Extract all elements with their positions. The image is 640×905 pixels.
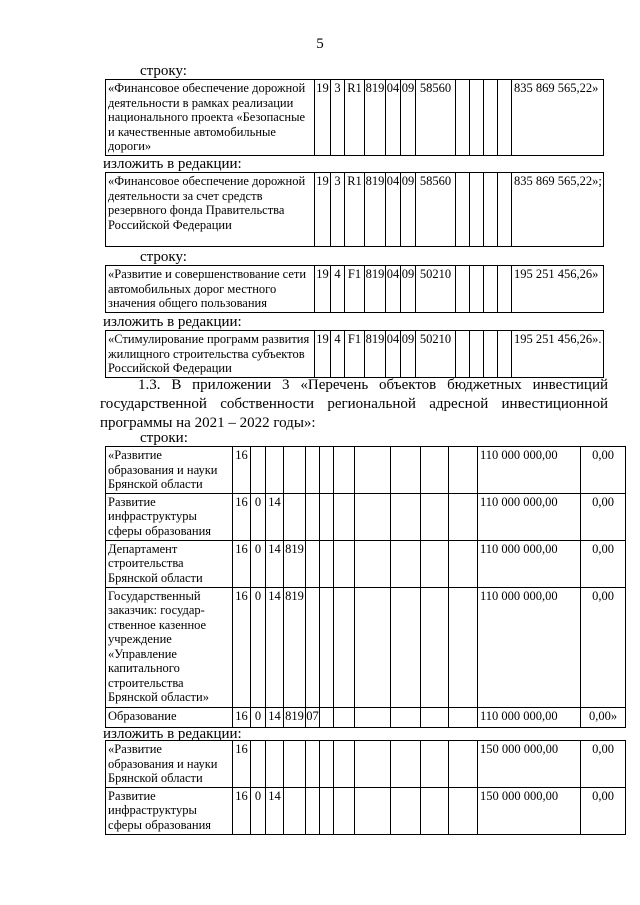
e4-name: Образование	[106, 707, 233, 727]
e4-c3: 14	[266, 707, 284, 727]
label-izlozhit-2: изложить в редакции:	[103, 314, 242, 330]
f0-amount: 150 000 000,00	[478, 741, 581, 788]
table-objects-old	[105, 446, 626, 728]
e4-x5	[421, 707, 449, 727]
table-row	[106, 707, 626, 727]
table-row	[106, 447, 626, 494]
paragraph-1-3-text: 1.3. В приложении 3 «Перечень объектов бюджетных инвестиций государственной собственности региональной адресной инвестиционной программы на 2021 – 2022 годы»:	[100, 377, 608, 431]
e1-name: Развитие инфраструктуры сферы образования	[106, 493, 233, 540]
paragraph-1-3	[100, 376, 608, 433]
row-d-c6: 09	[401, 331, 416, 378]
f1-c1: 16	[233, 787, 251, 834]
row-c-name: «Развитие и совершенствование сети автомобильных дорог местного значения общего пользования	[106, 266, 315, 313]
e4-c2: 0	[251, 707, 266, 727]
e0-c3	[266, 447, 284, 494]
row-c-c4: 819	[365, 266, 386, 313]
label-stroki-3: строки:	[140, 430, 188, 446]
e3-x2	[334, 587, 355, 707]
e0-amount: 110 000 000,00	[478, 447, 581, 494]
table-row-a	[105, 79, 604, 156]
f1-x5	[421, 787, 449, 834]
label-izlozhit-3: изложить в редакции:	[103, 726, 242, 742]
e2-amount2: 0,00	[581, 540, 626, 587]
f0-c5	[306, 741, 320, 788]
table-row	[106, 540, 626, 587]
f1-amount: 150 000 000,00	[478, 787, 581, 834]
row-a-c2: 3	[331, 80, 345, 156]
e0-c5	[306, 447, 320, 494]
row-b-name: «Финансовое обеспечение дорожной деятельности за счет средств резервного фонда Правительства Российской Федерации	[106, 173, 315, 247]
e1-x4	[391, 493, 421, 540]
e3-c4: 819	[284, 587, 306, 707]
row-b-c4: 819	[365, 173, 386, 247]
row-a-name: «Финансовое обеспечение дорожной деятельности в рамках реализации национального проекта «Безопасные и качественные автомобильные дороги»	[106, 80, 315, 156]
row-c-c3: F1	[345, 266, 365, 313]
e3-x6	[449, 587, 478, 707]
e2-c1: 16	[233, 540, 251, 587]
e2-x5	[421, 540, 449, 587]
e3-name: Государственный заказчик: государ-ственное казенное учреждение «Управление капитального строительства Брянской области»	[106, 587, 233, 707]
row-c-empty-1	[456, 266, 470, 313]
f0-x5	[421, 741, 449, 788]
f1-c4	[284, 787, 306, 834]
f0-c1: 16	[233, 741, 251, 788]
row-b-c7: 58560	[416, 173, 456, 247]
page-number: 5	[316, 36, 324, 52]
table-row	[106, 741, 626, 788]
e1-x2	[334, 493, 355, 540]
e2-x3	[355, 540, 391, 587]
row-a-empty-3	[484, 80, 498, 156]
e1-c1: 16	[233, 493, 251, 540]
e4-x3	[355, 707, 391, 727]
e0-x2	[334, 447, 355, 494]
e2-amount: 110 000 000,00	[478, 540, 581, 587]
row-d-empty-3	[484, 331, 498, 378]
e1-x6	[449, 493, 478, 540]
table-row	[106, 587, 626, 707]
f1-x1	[320, 787, 334, 834]
e3-amount2: 0,00	[581, 587, 626, 707]
f1-amount2: 0,00	[581, 787, 626, 834]
e3-x3	[355, 587, 391, 707]
table-objects-new	[105, 740, 626, 835]
e0-x1	[320, 447, 334, 494]
f0-c4	[284, 741, 306, 788]
e2-c3: 14	[266, 540, 284, 587]
e1-x3	[355, 493, 391, 540]
row-b-empty-3	[484, 173, 498, 247]
e2-x4	[391, 540, 421, 587]
e3-x4	[391, 587, 421, 707]
e3-amount: 110 000 000,00	[478, 587, 581, 707]
row-a-c4: 819	[365, 80, 386, 156]
e2-name: Департамент строительства Брянской области	[106, 540, 233, 587]
row-b-c3: R1	[345, 173, 365, 247]
e3-x1	[320, 587, 334, 707]
row-b-c1: 19	[315, 173, 331, 247]
f1-name: Развитие инфраструктуры сферы образования	[106, 787, 233, 834]
row-d-c3: F1	[345, 331, 365, 378]
f0-x3	[355, 741, 391, 788]
e2-c4: 819	[284, 540, 306, 587]
e4-x1	[320, 707, 334, 727]
row-c-c6: 09	[401, 266, 416, 313]
table-row	[106, 493, 626, 540]
row-b-c5: 04	[386, 173, 401, 247]
row-a-c3: R1	[345, 80, 365, 156]
row-a-c5: 04	[386, 80, 401, 156]
row-c-empty-3	[484, 266, 498, 313]
row-d-amount: 195 251 456,26».	[512, 331, 604, 378]
f0-c3	[266, 741, 284, 788]
f1-c5	[306, 787, 320, 834]
label-stroku-2: строку:	[140, 249, 187, 265]
table-row-c	[105, 265, 604, 313]
table-row	[106, 787, 626, 834]
row-d-c2: 4	[331, 331, 345, 378]
row-d-c4: 819	[365, 331, 386, 378]
f1-c3: 14	[266, 787, 284, 834]
e0-x3	[355, 447, 391, 494]
e1-amount2: 0,00	[581, 493, 626, 540]
e1-c5	[306, 493, 320, 540]
row-c-c2: 4	[331, 266, 345, 313]
f1-x6	[449, 787, 478, 834]
row-c-amount: 195 251 456,26»	[512, 266, 604, 313]
row-c-empty-4	[498, 266, 512, 313]
e2-c2: 0	[251, 540, 266, 587]
row-c-c7: 50210	[416, 266, 456, 313]
row-a-c1: 19	[315, 80, 331, 156]
e3-x5	[421, 587, 449, 707]
e0-name: «Развитие образования и науки Брянской области	[106, 447, 233, 494]
f1-c2: 0	[251, 787, 266, 834]
e1-amount: 110 000 000,00	[478, 493, 581, 540]
e0-x5	[421, 447, 449, 494]
f1-x4	[391, 787, 421, 834]
f0-x2	[334, 741, 355, 788]
f0-x1	[320, 741, 334, 788]
row-a-empty-4	[498, 80, 512, 156]
label-stroku-1: строку:	[140, 63, 187, 79]
row-b-c6: 09	[401, 173, 416, 247]
e0-amount2: 0,00	[581, 447, 626, 494]
row-a-c7: 58560	[416, 80, 456, 156]
label-izlozhit-1: изложить в редакции:	[103, 156, 242, 172]
row-d-c1: 19	[315, 331, 331, 378]
f1-x2	[334, 787, 355, 834]
e3-c3: 14	[266, 587, 284, 707]
row-d-name: «Стимулирование программ развития жилищного строительства субъектов Российской Федерации	[106, 331, 315, 378]
e4-amount2: 0,00»	[581, 707, 626, 727]
row-d-c7: 50210	[416, 331, 456, 378]
row-c-empty-2	[470, 266, 484, 313]
e3-c1: 16	[233, 587, 251, 707]
row-d-empty-2	[470, 331, 484, 378]
e0-c2	[251, 447, 266, 494]
e2-x1	[320, 540, 334, 587]
row-a-empty-2	[470, 80, 484, 156]
e1-x1	[320, 493, 334, 540]
e4-x2	[334, 707, 355, 727]
e4-x4	[391, 707, 421, 727]
f0-amount2: 0,00	[581, 741, 626, 788]
row-a-empty-1	[456, 80, 470, 156]
row-b-empty-1	[456, 173, 470, 247]
f1-x3	[355, 787, 391, 834]
row-d-c5: 04	[386, 331, 401, 378]
e4-c5: 07	[306, 707, 320, 727]
row-c-c1: 19	[315, 266, 331, 313]
row-a-amount: 835 869 565,22»	[512, 80, 604, 156]
row-d-empty-1	[456, 331, 470, 378]
row-c-c5: 04	[386, 266, 401, 313]
e3-c2: 0	[251, 587, 266, 707]
e1-c2: 0	[251, 493, 266, 540]
row-b-empty-2	[470, 173, 484, 247]
e4-x6	[449, 707, 478, 727]
e3-c5	[306, 587, 320, 707]
e1-c3: 14	[266, 493, 284, 540]
e2-c5	[306, 540, 320, 587]
row-b-c2: 3	[331, 173, 345, 247]
f0-name: «Развитие образования и науки Брянской области	[106, 741, 233, 788]
e0-x4	[391, 447, 421, 494]
f0-c2	[251, 741, 266, 788]
e4-c1: 16	[233, 707, 251, 727]
f0-x6	[449, 741, 478, 788]
row-d-empty-4	[498, 331, 512, 378]
e1-x5	[421, 493, 449, 540]
e4-c4: 819	[284, 707, 306, 727]
table-row-b	[105, 172, 604, 247]
table-row-d	[105, 330, 604, 378]
e1-c4	[284, 493, 306, 540]
e0-c1: 16	[233, 447, 251, 494]
e2-x6	[449, 540, 478, 587]
row-a-c6: 09	[401, 80, 416, 156]
e0-c4	[284, 447, 306, 494]
e0-x6	[449, 447, 478, 494]
row-b-amount: 835 869 565,22»;	[512, 173, 604, 247]
e4-amount: 110 000 000,00	[478, 707, 581, 727]
row-b-empty-4	[498, 173, 512, 247]
e2-x2	[334, 540, 355, 587]
f0-x4	[391, 741, 421, 788]
